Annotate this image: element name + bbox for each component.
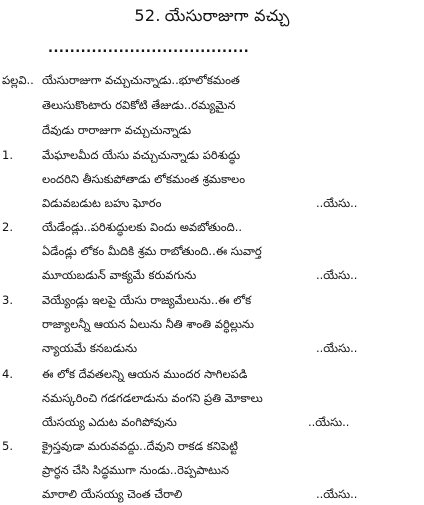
stanza-line: యేసయ్య ఎదుట వంగిపోవును	[42, 415, 177, 429]
stanza-line: మారాలి యేసయ్య చెంత చేరాలి	[42, 487, 183, 501]
stanza-number: 2.	[2, 220, 13, 234]
pallavi-line-2: తెలుసుకొంటారు రవికోటి తేజుడు..రమ్యమైన	[42, 98, 236, 112]
pallavi-line-1: యేసురాజుగా వచ్చుచున్నాడు..భూలోకమంత	[42, 73, 240, 87]
stanza-number: 1.	[2, 148, 13, 162]
stanza-line: ఈ లోక దేవతలన్ని ఆయన ముందర సాగిలపడి	[42, 367, 248, 381]
refrain-marker: ..యేసు..	[316, 487, 358, 501]
stanza-line: న్యాయమే కనబడును	[42, 341, 138, 355]
stanza-number: 3.	[2, 293, 13, 307]
refrain-marker: ..యేసు..	[316, 341, 358, 355]
stanza-number: 4.	[2, 367, 13, 381]
stanza-number: 5.	[2, 439, 13, 453]
song-number: 52.	[134, 6, 161, 25]
stanza-line: వెయ్యేండ్లు ఇలపై యేసు రాజ్యమేలును..ఈ లోక	[42, 293, 252, 307]
stanza-line: యేడేండ్లు..పరిశుద్ధులకు విందు అవబోతుంది..	[42, 220, 243, 234]
pallavi-label: పల్లవి..	[2, 73, 34, 87]
stanza-line: మూయబడున్ వాక్యమే కరువగును	[42, 268, 197, 282]
title-separator: .....................................	[48, 41, 250, 56]
pallavi-line-3: దేవుడు రారాజుగా వచ్చుచున్నాడు	[42, 123, 192, 137]
stanza-line: ప్రార్ధన చేసి సిద్ధముగా నుండు..రెప్పపాటున	[42, 463, 230, 477]
stanza-line: నమస్కరించి గడగడలాడును వంగని ప్రతి మోకాలు	[42, 391, 263, 405]
refrain-marker: ..యేసు..	[316, 196, 358, 210]
stanza-line: విడువబడుట బహు ఘోరం	[42, 196, 162, 210]
song-title	[0, 6, 424, 26]
stanza-line: లందరిని తీసుకుపోతాడు లోకమంత శ్రమకాలం	[42, 172, 246, 186]
stanza-line: ఏడేండ్లు లోకం మీదికి శ్రమ రాబోతుంది..ఈ సువార్త	[42, 244, 262, 258]
refrain-marker: ..యేసు..	[308, 415, 350, 429]
stanza-line: మేఘాలమీద యేసు వచ్చుచున్నాడు పరిశుద్ధు	[42, 148, 241, 162]
refrain-marker: ..యేసు..	[316, 268, 358, 282]
stanza-line: క్రైస్తవుడా మరువవద్దు..దేవుని రాకడ కనిపెట్టి	[42, 439, 238, 453]
song-title-text: యేసురాజుగా వచ్చు	[164, 6, 290, 25]
stanza-line: రాజ్యాలన్నీ ఆయన ఏలును నీతి శాంతి వర్ధిల్లును	[42, 317, 254, 331]
